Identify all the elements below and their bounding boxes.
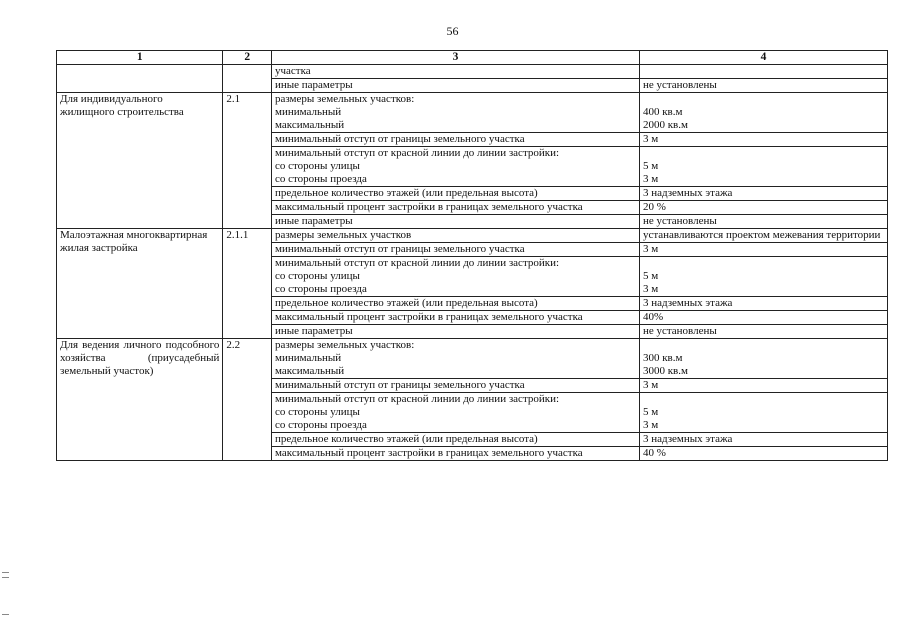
- min-value: 400 кв.м: [642, 106, 683, 118]
- max-value: 3000 кв.м: [642, 365, 688, 377]
- param-label: минимальный отступ от границы земельного участка: [271, 379, 639, 393]
- param-label: минимальный отступ от границы земельного участка: [271, 243, 639, 257]
- page-number: 56: [446, 24, 459, 38]
- param-value: [639, 339, 887, 379]
- scan-artifact: [2, 577, 9, 578]
- param-value: 40%: [639, 311, 887, 325]
- table-row: [57, 339, 888, 379]
- scan-artifact: [2, 614, 9, 615]
- param-value: 3 м: [639, 379, 887, 393]
- param-label: максимальный процент застройки в границах земельного участка: [271, 201, 639, 215]
- use-type-code: 2.2: [223, 339, 272, 461]
- table-row: [57, 229, 888, 243]
- use-type-name: Для ведения личного подсобного хозяйства (приусадебный земельный участок): [57, 339, 223, 461]
- passage-value: 3 м: [642, 173, 659, 185]
- passage-value: 3 м: [642, 419, 659, 431]
- size-label: размеры земельных участков:: [274, 93, 415, 105]
- param-label: предельное количество этажей (или предельная высота): [271, 187, 639, 201]
- param-label: участка: [271, 65, 639, 79]
- param-label: размеры земельных участков: [271, 229, 639, 243]
- min-label: минимальный: [274, 106, 342, 118]
- param-label: максимальный процент застройки в границах земельного участка: [271, 311, 639, 325]
- param-value: [639, 93, 887, 133]
- red-line-label: минимальный отступ от красной линии до линии застройки:: [274, 147, 560, 159]
- passage-label: со стороны проезда: [274, 173, 367, 185]
- max-label: максимальный: [274, 119, 345, 131]
- use-type-name: Для индивидуального жилищного строительства: [57, 93, 223, 229]
- param-label: предельное количество этажей (или предельная высота): [271, 297, 639, 311]
- use-type-code: 2.1: [223, 93, 272, 229]
- street-value: 5 м: [642, 160, 659, 172]
- param-label: иные параметры: [271, 79, 639, 93]
- scan-artifact: [2, 572, 9, 573]
- header-col-1: 1: [57, 51, 223, 65]
- param-value: не установлены: [639, 325, 887, 339]
- street-value: 5 м: [642, 406, 659, 418]
- param-value: 20 %: [639, 201, 887, 215]
- passage-label: со стороны проезда: [274, 283, 367, 295]
- street-label: со стороны улицы: [274, 270, 360, 282]
- param-value: [639, 147, 887, 187]
- min-label: минимальный: [274, 352, 342, 364]
- param-value: [639, 393, 887, 433]
- street-value: 5 м: [642, 270, 659, 282]
- use-type-code: 2.1.1: [223, 229, 272, 339]
- header-col-4: 4: [639, 51, 887, 65]
- size-label: размеры земельных участков:: [274, 339, 415, 351]
- street-label: со стороны улицы: [274, 160, 360, 172]
- red-line-label: минимальный отступ от красной линии до линии застройки:: [274, 393, 560, 405]
- param-label: максимальный процент застройки в границах земельного участка: [271, 447, 639, 461]
- table-row: [57, 93, 888, 133]
- param-label: минимальный отступ от границы земельного участка: [271, 133, 639, 147]
- cell-empty: [223, 65, 272, 93]
- param-value: не установлены: [639, 215, 887, 229]
- header-col-2: 2: [223, 51, 272, 65]
- passage-value: 3 м: [642, 283, 659, 295]
- param-label: [271, 93, 639, 133]
- red-line-label: минимальный отступ от красной линии до линии застройки:: [274, 257, 560, 269]
- param-value: 3 надземных этажа: [639, 187, 887, 201]
- land-use-table: [56, 50, 888, 461]
- param-value: 3 надземных этажа: [639, 297, 887, 311]
- param-value: устанавливаются проектом межевания территории: [639, 229, 887, 243]
- param-label: иные параметры: [271, 215, 639, 229]
- max-value: 2000 кв.м: [642, 119, 688, 131]
- param-value: [639, 257, 887, 297]
- min-value: 300 кв.м: [642, 352, 683, 364]
- param-label: [271, 393, 639, 433]
- param-value: 3 надземных этажа: [639, 433, 887, 447]
- param-label: [271, 339, 639, 379]
- street-label: со стороны улицы: [274, 406, 360, 418]
- passage-label: со стороны проезда: [274, 419, 367, 431]
- param-value: [639, 65, 887, 79]
- param-label: [271, 257, 639, 297]
- cell-empty: [57, 65, 223, 93]
- param-value: 3 м: [639, 243, 887, 257]
- param-label: [271, 147, 639, 187]
- param-value: не установлены: [639, 79, 887, 93]
- use-type-name: Малоэтажная многоквартирная жилая застройка: [57, 229, 223, 339]
- header-col-3: 3: [271, 51, 639, 65]
- param-label: предельное количество этажей (или предельная высота): [271, 433, 639, 447]
- max-label: максимальный: [274, 365, 345, 377]
- param-label: иные параметры: [271, 325, 639, 339]
- table-row: [57, 65, 888, 79]
- param-value: 3 м: [639, 133, 887, 147]
- param-value: 40 %: [639, 447, 887, 461]
- table-header-row: [57, 51, 888, 65]
